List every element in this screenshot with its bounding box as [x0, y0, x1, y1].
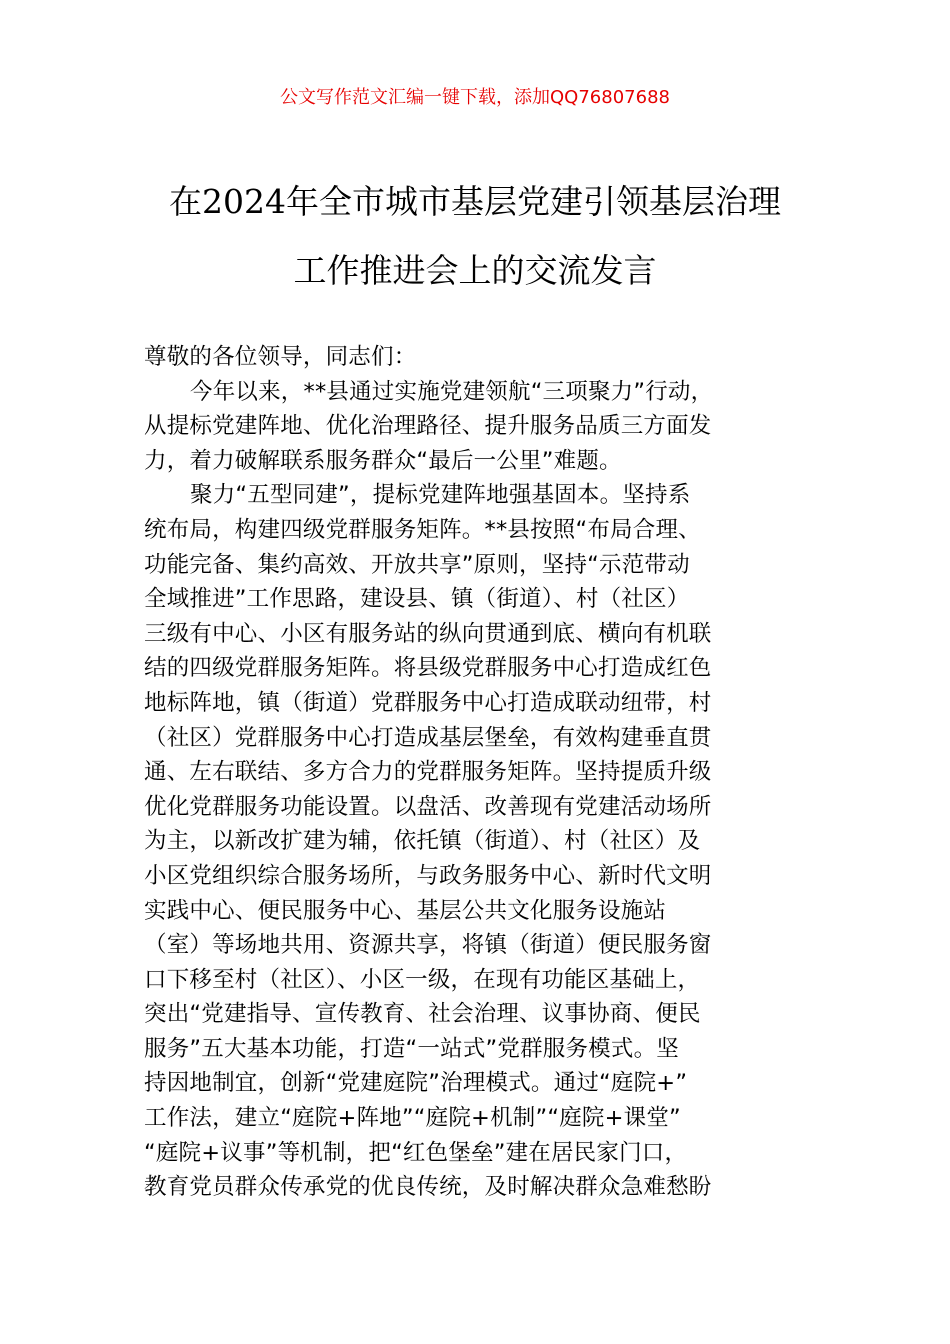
document-title-line-1: 在2024年全市城市基层党建引领基层治理 [169, 182, 781, 221]
paragraph-line: 通、左右联结、多方合力的党群服务矩阵。坚持提质升级 [144, 759, 712, 786]
paragraph-line: 工作法，建立“庭院+阵地”“庭院+机制”“庭院+课堂” [144, 1105, 681, 1132]
document-title-line-2: 工作推进会上的交流发言 [293, 251, 657, 290]
paragraph-line: 全域推进”工作思路，建设县、镇（街道）、村（社区） [144, 586, 690, 613]
paragraph-line: 今年以来，**县通过实施党建领航“三项聚力”行动， [190, 378, 714, 405]
paragraph-line: 优化党群服务功能设置。以盘活、改善现有党建活动场所 [144, 793, 712, 820]
paragraph-line: 功能完备、集约高效、开放共享”原则，坚持“示范带动 [144, 551, 690, 578]
paragraph-line: 力，着力破解联系服务群众“最后一公里”难题。 [144, 447, 622, 474]
salutation: 尊敬的各位领导，同志们： [144, 344, 417, 370]
paragraph-line: 小区党组织综合服务场所，与政务服务中心、新时代文明 [144, 862, 712, 889]
paragraph-line: 统布局，构建四级党群服务矩阵。**县按照“布局合理、 [144, 516, 701, 543]
paragraph-line: 实践中心、便民服务中心、基层公共文化服务设施站 [144, 897, 667, 924]
paragraph-line: 服务”五大基本功能，打造“一站式”党群服务模式。坚 [144, 1035, 679, 1062]
paragraph-line: （社区）党群服务中心打造成基层堡垒，有效构建垂直贯 [144, 724, 712, 751]
paragraph-line: 口下移至村（社区）、小区一级，在现有功能区基础上， [144, 966, 701, 993]
paragraph-line: 为主，以新改扩建为辅，依托镇（街道）、村（社区）及 [144, 828, 701, 855]
download-note: 公文写作范文汇编一键下载，添加QQ76807688 [280, 87, 670, 108]
paragraph-line: 教育党员群众传承党的优良传统，及时解决群众急难愁盼 [144, 1174, 712, 1201]
paragraph-line: （室）等场地共用、资源共享，将镇（街道）便民服务窗 [144, 932, 712, 959]
paragraph-line: 三级有中心、小区有服务站的纵向贯通到底、横向有机联 [144, 620, 712, 647]
paragraph-line: 结的四级党群服务矩阵。将县级党群服务中心打造成红色 [144, 655, 712, 682]
paragraph-line: 持因地制宜，创新“党建庭院”治理模式。通过“庭院+” [144, 1070, 688, 1097]
paragraph-line: 聚力“五型同建”，提标党建阵地强基固本。坚持系 [190, 482, 691, 509]
paragraph-line: “庭院+议事”等机制，把“红色堡垒”建在居民家门口， [144, 1139, 688, 1166]
paragraph-line: 从提标党建阵地、优化治理路径、提升服务品质三方面发 [144, 413, 712, 440]
document-body [144, 340, 824, 1205]
paragraph-line: 突出“党建指导、宣传教育、社会治理、议事协商、便民 [144, 1001, 701, 1028]
paragraph-line: 地标阵地，镇（街道）党群服务中心打造成联动纽带，村 [144, 689, 712, 716]
